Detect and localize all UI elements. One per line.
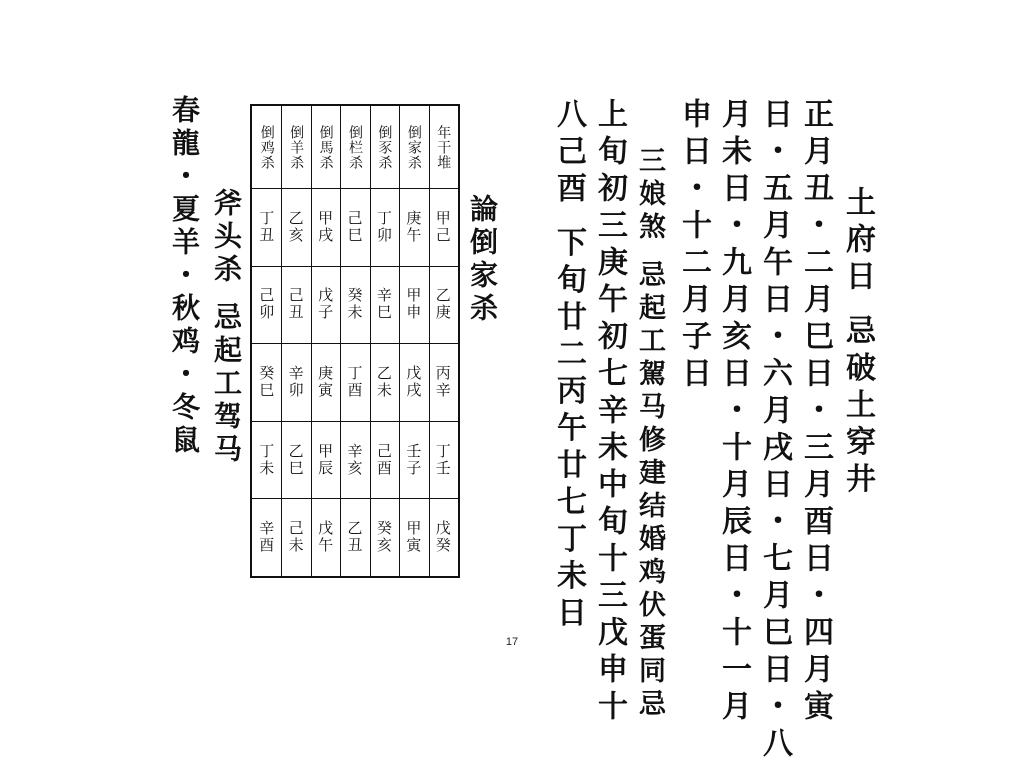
table-cell: 甲己 <box>433 209 452 244</box>
table-cell: 丙辛 <box>433 364 452 399</box>
table-cell: 丁酉 <box>345 364 364 399</box>
table-cell: 乙丑 <box>345 520 364 555</box>
table-cell: 己未 <box>286 520 305 555</box>
table-cell: 辛酉 <box>257 520 276 555</box>
table-cell: 乙巳 <box>286 442 305 477</box>
table-cell: 己巳 <box>345 209 364 244</box>
table-cell: 甲申 <box>404 287 423 322</box>
season-line: 春龍・夏羊・秋鸡・冬鼠 <box>168 95 201 458</box>
table-column-header: 倒鸡杀 <box>258 124 275 170</box>
table-cell: 庚寅 <box>316 364 335 399</box>
table-column-header: 年干堆 <box>435 124 452 170</box>
table-cell: 乙亥 <box>286 209 305 244</box>
table-cell: 甲寅 <box>404 520 423 555</box>
sanniang-line-2: 八己酉 下旬廿二丙午廿七丁未日 <box>551 98 586 634</box>
table-cell: 己丑 <box>286 287 305 322</box>
table-cell: 壬子 <box>404 442 423 477</box>
tufu-line-3: 月未日・九月亥日・十月辰日・十一月 <box>716 98 751 727</box>
table-column <box>252 106 281 576</box>
table-cell: 癸巳 <box>257 364 276 399</box>
table-column <box>399 106 428 576</box>
table-cell: 辛巳 <box>374 287 393 322</box>
table-cell: 丁丑 <box>257 209 276 244</box>
table-cell: 戊午 <box>316 520 335 555</box>
table-column-header: 倒馬杀 <box>317 124 334 170</box>
table-cell: 甲辰 <box>316 442 335 477</box>
table-cell: 戊戌 <box>404 364 423 399</box>
table-cell: 辛亥 <box>345 442 364 477</box>
daojia-title: 論倒家杀 <box>466 194 499 326</box>
axe-line: 斧头杀 忌起工驾马 <box>210 188 243 467</box>
table-cell: 乙未 <box>374 364 393 399</box>
table-cell: 丁卯 <box>374 209 393 244</box>
table-column-header: 倒栏杀 <box>347 124 363 170</box>
page-number: 17 <box>505 636 519 648</box>
table-column <box>311 106 340 576</box>
table-cell: 辛卯 <box>286 364 305 399</box>
table-column <box>370 106 399 576</box>
table-cell: 己酉 <box>374 442 393 477</box>
table-cell: 戊癸 <box>433 520 452 555</box>
daojia-table <box>250 104 460 578</box>
tufu-title: 土府日 忌破土穿井 <box>840 186 875 500</box>
tufu-line-4: 申日・十二月子日 <box>676 98 711 394</box>
table-cell: 甲戌 <box>316 209 335 244</box>
table-column-header: 倒羊杀 <box>288 124 305 170</box>
table-cell: 丁未 <box>257 442 276 477</box>
table-cell: 己卯 <box>257 287 276 322</box>
tufu-line-1: 正月丑・二月巳日・三月酉日・四月寅 <box>798 98 833 727</box>
table-cell: 乙庚 <box>433 287 452 322</box>
table-cell: 癸未 <box>345 287 364 322</box>
sanniang-title: 三娘煞 忌起工駕马修建结婚鸡伏蛋同忌 <box>634 146 665 723</box>
table-column <box>340 106 369 576</box>
table-column <box>429 106 458 576</box>
table-cell: 丁壬 <box>433 442 452 477</box>
tufu-line-2: 日・五月午日・六月戌日・七月巳日・八 <box>757 98 792 764</box>
sanniang-line-1: 上旬初三庚午初七辛未中旬十三戊申十 <box>592 98 627 727</box>
table-column-header: 倒家杀 <box>405 124 422 170</box>
table-cell: 戊子 <box>316 287 335 322</box>
table-column-header: 倒豕杀 <box>376 124 393 170</box>
table-column <box>281 106 310 576</box>
table-cell: 庚午 <box>404 209 423 244</box>
table-cell: 癸亥 <box>374 520 393 555</box>
